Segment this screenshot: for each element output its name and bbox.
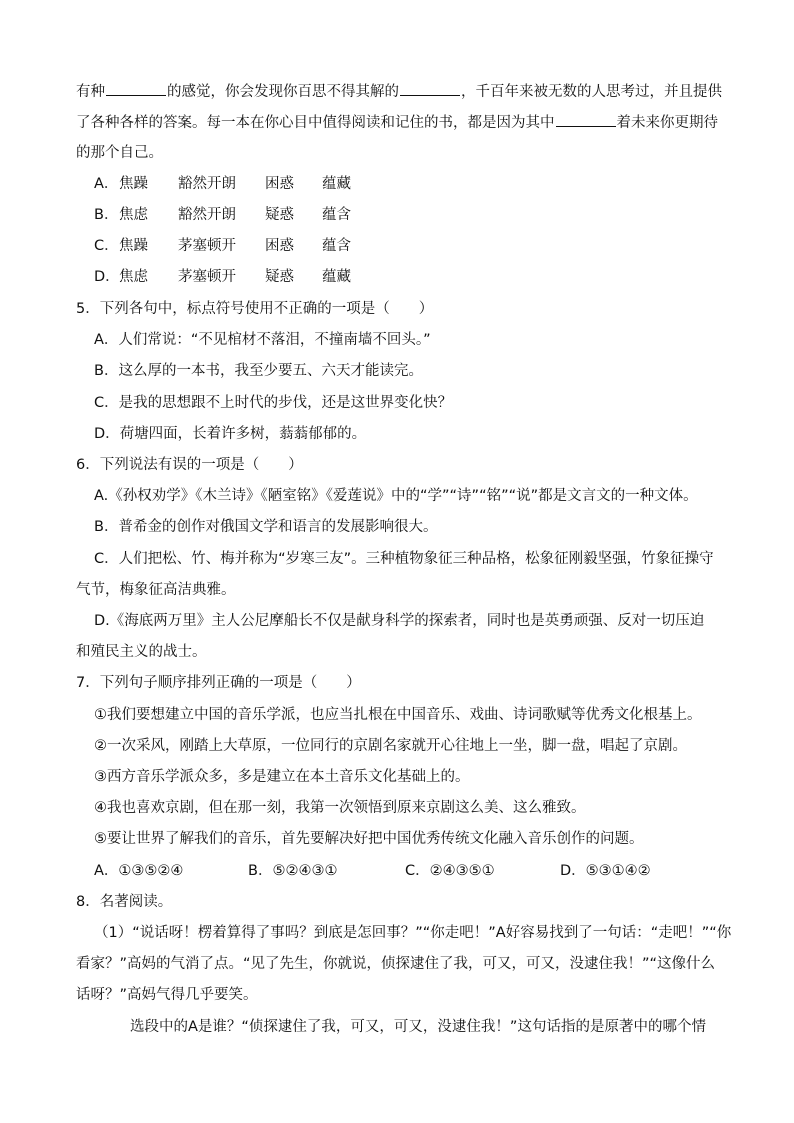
- q8-stem: 8．名著阅读。: [76, 894, 173, 910]
- q4-passage-line-1: 有种 的感觉，你会发现你百思不得其解的 ，千百年来被无数的人思考过，并且提供: [76, 81, 726, 102]
- q4-option-c-row: C．焦躁 茅塞顿开 困惑 蕴含: [94, 238, 351, 254]
- q5-option-a: A．人们常说：“不见棺材不落泪，不撞南墙不回头。”: [94, 332, 431, 348]
- q7-sentence-2: ②一次采风，刚踏上大草原，一位同行的京剧名家就开心往地上一坐，脚一盘，唱起了京剧。: [94, 738, 687, 754]
- q7-option-b: B．⑤②④③①: [248, 863, 338, 879]
- q5-stem: 5．下列各句中，标点符号使用不正确的一项是（ ）: [76, 301, 434, 317]
- q4-option-a-row: A．焦躁 豁然开朗 困惑 蕴藏: [94, 176, 351, 192]
- q5-option-b: B．这么厚的一本书，我至少要五、六天才能读完。: [94, 363, 423, 379]
- fill-blank-1: [106, 81, 166, 96]
- q6-option-d-line-1: D.《海底两万里》主人公尼摩船长不仅是献身科学的探索者，同时也是英勇顽强、反对一切压迫: [94, 613, 705, 629]
- q7-stem: 7．下列句子顺序排列正确的一项是（ ）: [76, 675, 361, 691]
- fill-blank-3: [556, 112, 616, 127]
- fill-blank-2: [400, 81, 460, 96]
- q7-sentence-4: ④我也喜欢京剧，但在那一刻，我第一次领悟到原来京剧这么美、这么雅致。: [94, 800, 586, 816]
- q7-options-row: [94, 861, 744, 881]
- q7-option-d: D．⑤③①④②: [560, 863, 651, 879]
- q6-stem: 6．下列说法有误的一项是（ ）: [76, 457, 303, 473]
- q4-passage-line-2: 了各种各样的答案。每一本在你心目中值得阅读和记住的书，都是因为其中 着未来你更期待: [76, 112, 726, 133]
- q8-passage-line-1: （1）“说话呀！楞着算得了事吗？到底是怎回事？”“你走吧！”A好容易找到了一句话：“走吧！”“你: [94, 925, 732, 941]
- q4-passage-line-3: 的那个自己。: [76, 145, 163, 161]
- q6-option-c-line-2: 气节，梅象征高洁典雅。: [76, 582, 236, 598]
- q7-sentence-3: ③西方音乐学派众多，多是建立在本土音乐文化基础上的。: [94, 769, 470, 785]
- q7-sentence-5: ⑤要让世界了解我们的音乐，首先要解决好把中国优秀传统文化融入音乐创作的问题。: [94, 831, 644, 847]
- q6-option-c-line-1: C．人们把松、竹、梅并称为“岁寒三友”。三种植物象征三种品格，松象征刚毅坚强，竹象征操守: [94, 551, 714, 567]
- q8-passage-line-3: 话呀？”高妈气得几乎要笑。: [76, 987, 258, 1003]
- q7-option-a: A．①③⑤②④: [94, 863, 184, 879]
- q8-question-line: 选段中的A是谁？“侦探逮住了我，可又，可又，没逮住我！”这句话指的是原著中的哪个情: [130, 1019, 706, 1035]
- q6-option-b: B．普希金的创作对俄国文学和语言的发展影响很大。: [94, 519, 438, 535]
- q8-passage-line-2: 看家？”高妈的气消了点。“见了先生，你就说，侦探逮住了我，可又，可又，没逮住我！”“这像什么: [76, 956, 716, 972]
- q7-sentence-1: ①我们要想建立中国的音乐学派，也应当扎根在中国音乐、戏曲、诗词歌赋等优秀文化根基上。: [94, 707, 702, 723]
- q5-option-d: D．荷塘四面，长着许多树，蓊蓊郁郁的。: [94, 426, 367, 442]
- q4-option-d-row: D．焦虑 茅塞顿开 疑惑 蕴藏: [94, 269, 351, 285]
- q6-option-d-line-2: 和殖民主义的战士。: [76, 644, 207, 660]
- q6-option-a: A.《孙权劝学》《木兰诗》《陋室铭》《爱莲说》中的“学”“诗”“铭”“说”都是文言文的一种文体。: [94, 488, 698, 504]
- q4-option-b-row: B．焦虑 豁然开朗 疑惑 蕴含: [94, 207, 351, 223]
- q7-option-c: C．②④③⑤①: [405, 863, 495, 879]
- q5-option-c: C．是我的思想跟不上时代的步伐，还是这世界变化快？: [94, 395, 453, 411]
